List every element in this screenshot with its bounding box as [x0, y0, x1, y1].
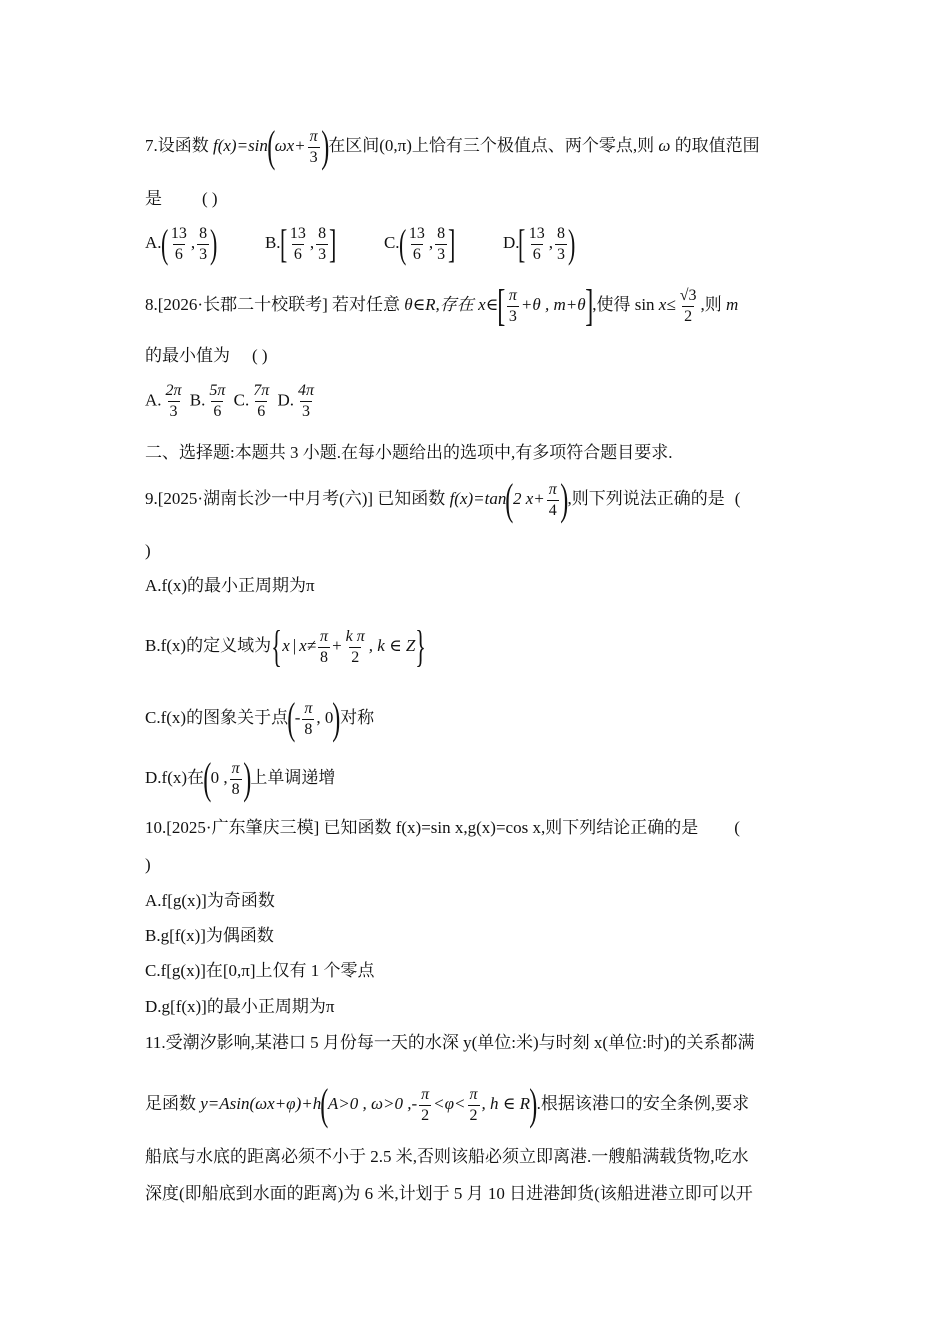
q11-line4: 深度(即船底到水面的距离)为 6 米,计划于 5 月 10 日进港卸货(该船进港立即可以开	[145, 1184, 753, 1203]
q10-option-b[interactable]: B.g[f(x)]为偶函数	[145, 926, 274, 945]
q11-line1: 11.受潮汐影响,某港口 5 月份每一天的水深 y(单位:米)与时刻 x(单位:时)的关系都满	[145, 1033, 755, 1052]
q9-stem: 9.[2025·湖南长沙一中月考(六)] 已知函数 f(x)=tan(2 x+ $\frac{\pi}{4}$ ),则下列说法正确的是 (	[145, 475, 741, 524]
q9-option-a[interactable]: A.f(x)的最小正周期为π	[145, 576, 315, 595]
q7-option-d[interactable]: D.[ $\frac{13}{6}$ , $\frac{8}{3}$ )	[502, 221, 576, 266]
q9-option-c[interactable]: C.f(x)的图象关于点(- $\frac{\pi}{8}$ , 0)对称	[145, 694, 375, 743]
q10-stem: 10.[2025·广东肇庆三模] 已知函数 f(x)=sin x,g(x)=cos x,则下列结论正确的是 (	[145, 818, 740, 837]
q7-option-a[interactable]: A.( $\frac{13}{6}$ , $\frac{8}{3}$ )	[145, 221, 218, 266]
q8-option-d[interactable]: D. $\frac{4\pi}{3}$	[277, 382, 315, 420]
q7-stem: 7.设函数 f(x)=sin(ωx+ $\frac{\pi}{3}$ )在区间(0,π)上恰有三个极值点、两个零点,则 ω 的取值范围	[145, 122, 760, 171]
q7-options	[145, 221, 576, 266]
section-heading: 二、选择题:本题共 3 小题.在每小题给出的选项中,有多项符合题目要求.	[145, 443, 673, 462]
q7-function: f(x)=sin	[213, 135, 268, 155]
q7-pi-over-3: $\frac{\pi}{3}$	[309, 127, 318, 166]
q7-stem-line2: 是 ( )	[145, 189, 218, 208]
q9-option-b[interactable]: B.f(x)的定义域为{x | x≠ $\frac{\pi}{8}$ + $\frac{\text{k π}}{2}$ , k ∈ Z}	[145, 622, 427, 671]
q10-option-a[interactable]: A.f[g(x)]为奇函数	[145, 891, 275, 910]
q11-line2: 足函数 y=Asin(ωx+φ)+h(A>0 , ω>0 ,- $\frac{\pi}{2}$ <φ< $\frac{\pi}{2}$ , h ∈ R).根据该港口的安全条例,要求	[145, 1080, 750, 1129]
q8-options	[145, 383, 318, 420]
answer-bracket: ( )	[202, 189, 218, 208]
q11-line3: 船底与水底的距离必须不小于 2.5 米,否则该船必须立即离港.一艘船满载货物,吃水	[145, 1147, 749, 1166]
q9-bracket-close: )	[145, 541, 151, 560]
q8-option-c[interactable]: C. $\frac{7\pi}{6}$	[233, 382, 270, 420]
q10-bracket-close: )	[145, 855, 151, 874]
q10-option-c[interactable]: C.f[g(x)]在[0,π]上仅有 1 个零点	[145, 961, 375, 980]
q7-option-c[interactable]: C.( $\frac{13}{6}$ , $\frac{8}{3}$ ]	[383, 221, 456, 266]
q8-option-a[interactable]: A. $\frac{2\pi}{3}$	[145, 382, 182, 420]
q8-sqrt3-over-2: $\frac{√3}{2}$	[679, 286, 697, 325]
q8-stem: 8.[2026·长郡二十校联考] 若对任意 θ∈R,存在 x∈[ $\frac{\pi}{3}$ +θ , m+θ],使得 sin x≤ $\frac{√3}{2}$ ,则 m	[145, 281, 739, 330]
q8-option-b[interactable]: B. $\frac{5\pi}{6}$	[189, 382, 226, 420]
q7-option-b[interactable]: B.[ $\frac{13}{6}$ , $\frac{8}{3}$ ]	[264, 221, 337, 266]
q9-option-d[interactable]: D.f(x)在(0 , $\frac{\pi}{8}$ )上单调递增	[145, 754, 336, 803]
q8-stem-line2: 的最小值为 ( )	[145, 346, 268, 365]
q10-option-d[interactable]: D.g[f(x)]的最小正周期为π	[145, 997, 335, 1016]
answer-bracket: ( )	[252, 346, 268, 365]
